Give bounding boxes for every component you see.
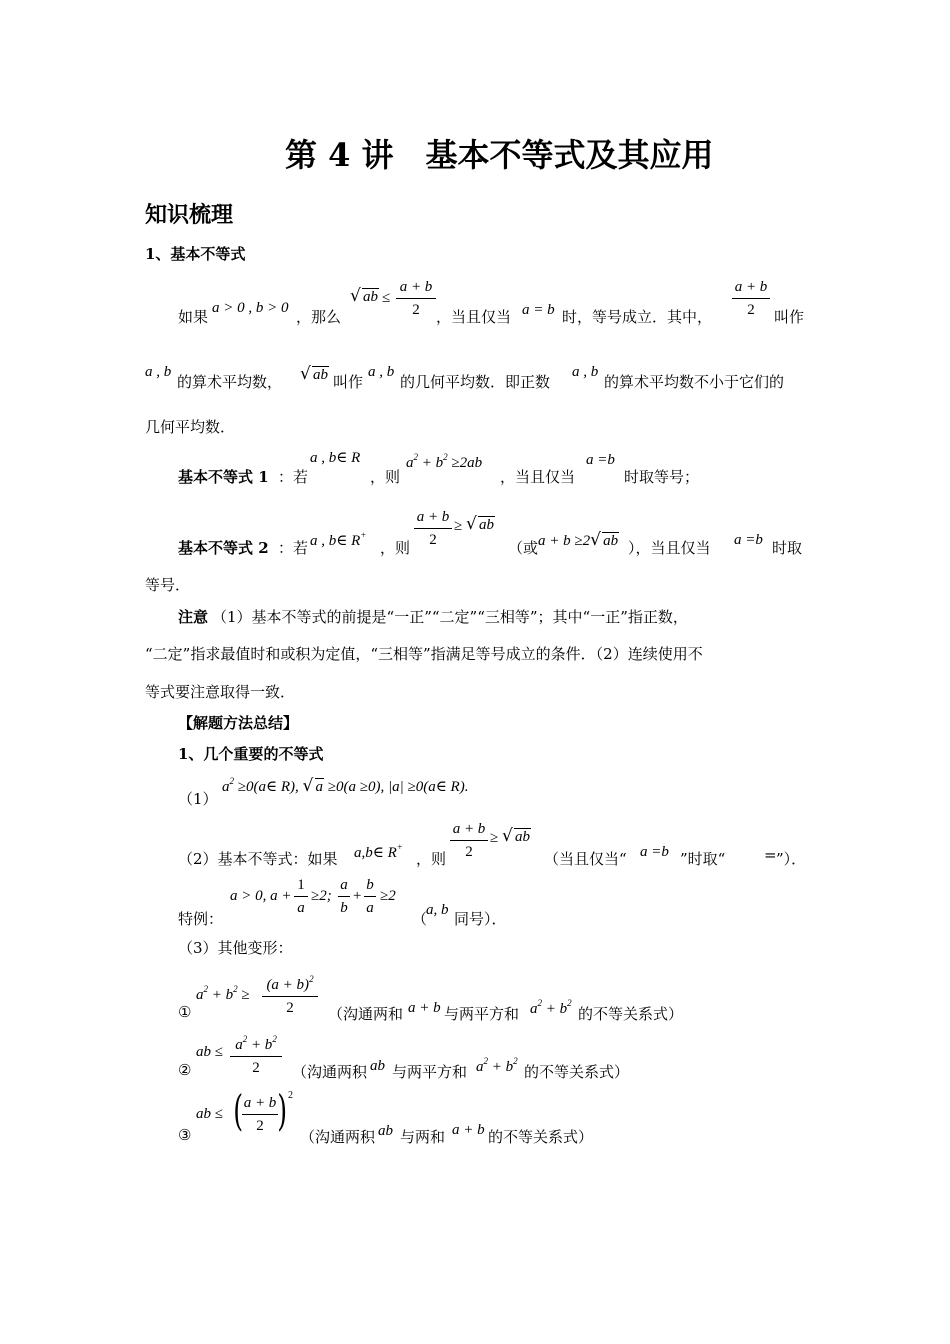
fraction-a-over-b: a b	[338, 876, 350, 917]
text: 叫作	[333, 373, 364, 391]
fraction-b-over-a: b a	[364, 876, 376, 917]
math-sum: a + b	[408, 1000, 441, 1016]
note-line: “二定”指求最值时和或积为定值，“三相等”指满足等号成立的条件．（2）连续使用不	[145, 645, 703, 663]
left-paren: (	[233, 1086, 244, 1135]
text: 如果	[178, 308, 209, 326]
text: 的几何平均数．即正数	[400, 373, 551, 391]
note-label: 注意	[178, 608, 209, 626]
math-ab: a , b	[145, 364, 172, 380]
math-product: ab	[370, 1058, 385, 1074]
label: 特例：	[178, 910, 224, 928]
section-heading: 知识梳理	[145, 202, 234, 228]
math-square-sum: $a^2 + b^2$	[476, 1056, 518, 1075]
text: 时取等号；	[624, 468, 700, 486]
text: ，当且仅当	[436, 308, 512, 326]
formula-lhs: $a^2 + b^2$ ≥	[196, 984, 250, 1003]
text: 的算术平均数，	[177, 373, 283, 391]
math-equality: a =b	[586, 452, 615, 468]
le-sign: ≤	[382, 290, 391, 306]
math-equality: a =b	[640, 844, 669, 860]
math-ab: a , b	[572, 364, 599, 380]
text: （当且仅当“	[544, 850, 627, 868]
methods-subheading: 1、几个重要的不等式	[178, 745, 324, 763]
math-condition: a , b∈ R+	[310, 530, 367, 549]
math-alt-form: a + b ≥2 √ ab	[538, 530, 619, 550]
formula-part: +	[352, 888, 363, 904]
text: （沟通两积	[300, 1128, 376, 1146]
formula-a2-b2: $a^2 + b^2 \ge 2ab$	[406, 452, 483, 471]
math-condition: a,b∈ R+	[354, 842, 403, 861]
text: 叫作	[774, 308, 805, 326]
mark: ①	[178, 1003, 192, 1021]
fraction-square-sum: $a^2 + b^2$ 2	[230, 1030, 282, 1077]
fraction-arith-mean-2: a + b 2	[732, 278, 770, 319]
sqrt-ab: √ ab	[466, 514, 494, 534]
sqrt-ab: √ ab	[300, 364, 328, 384]
math-product: ab	[378, 1123, 393, 1139]
text: （沟通两和	[328, 1005, 404, 1023]
mark: ③	[178, 1126, 192, 1144]
right-paren: )	[277, 1086, 288, 1135]
mark: ②	[178, 1061, 192, 1079]
text: ：若	[278, 539, 309, 557]
fraction-square-sum: $(a + b)^2$ 2	[262, 970, 318, 1017]
formula: $a^2$ ≥0(a∈ R), √ a ≥0(a ≥0), |a| ≥0(a∈ R).	[222, 776, 469, 796]
text: 的不等关系式）	[524, 1063, 630, 1081]
text: 时，等号成立．其中，	[562, 308, 713, 326]
text: ，则	[416, 850, 447, 868]
text: 等号．	[145, 576, 191, 594]
math-condition: a > 0 , b > 0	[212, 300, 289, 316]
text: ），当且仅当	[628, 539, 711, 557]
text: 与两和	[400, 1128, 446, 1146]
fraction-arith-mean: a + b 2	[243, 1095, 277, 1134]
text: （	[412, 910, 428, 928]
formula-part: ≥2;	[311, 888, 332, 904]
text: 与两平方和	[444, 1005, 520, 1023]
note-line: （1）基本不等式的前提是“一正”“二定”“三相等”；其中“一正”指正数，	[212, 608, 688, 626]
label: （2）基本不等式：如果	[178, 850, 338, 868]
label: 基本不等式 2	[178, 539, 269, 557]
math-equality: a = b	[522, 302, 555, 318]
text: （或	[508, 539, 539, 557]
fraction-arith-mean: a + b 2	[450, 820, 488, 861]
label: （1）	[178, 790, 218, 808]
math-ab: a, b	[426, 902, 449, 918]
label: 基本不等式 1	[178, 468, 269, 486]
math-equality: a =b	[734, 532, 763, 548]
text: ：若	[278, 468, 309, 486]
text: 与两平方和	[392, 1063, 468, 1081]
method-3: （3）其他变形：	[178, 939, 293, 957]
sqrt-ab: √ ab	[350, 286, 378, 306]
subheading-basic-inequality: 1、基本不等式	[145, 245, 246, 263]
formula-lhs: ab ≤	[196, 1106, 223, 1122]
math-square-sum: $a^2 + b^2$	[530, 998, 572, 1017]
fraction-arith-mean: a + b 2	[414, 508, 452, 549]
math-sum: a + b	[452, 1122, 485, 1138]
equals-symbol: =	[764, 846, 777, 864]
methods-heading: 【解题方法总结】	[178, 714, 299, 732]
text: 的不等关系式）	[578, 1005, 684, 1023]
exponent: 2	[288, 1090, 293, 1101]
text: ，当且仅当	[500, 468, 576, 486]
math-condition: a , b∈ R	[310, 450, 361, 466]
text: ”）．	[776, 850, 807, 868]
text: 同号）．	[454, 910, 507, 928]
formula-part: a > 0, a +	[230, 888, 292, 904]
text: （沟通两积	[292, 1063, 368, 1081]
text: ，那么	[296, 308, 342, 326]
text: 时取	[772, 539, 803, 557]
formula-part: ≥2	[380, 888, 396, 904]
ge-sign: ≥	[490, 830, 499, 846]
formula-lhs: ab ≤	[196, 1044, 223, 1060]
fraction-1-over-a: 1 a	[294, 876, 308, 917]
text: ”时取“	[680, 850, 726, 868]
paragraph-means-end: 几何平均数．	[145, 418, 236, 436]
page-title: 第 4 讲 基本不等式及其应用	[285, 136, 714, 174]
fraction-arith-mean: a + b 2	[396, 278, 436, 319]
text: ，则	[380, 539, 411, 557]
ge-sign: ≥	[454, 518, 463, 534]
text: 的不等关系式）	[488, 1128, 594, 1146]
note-line: 等式要注意取得一致．	[145, 683, 296, 701]
math-ab: a , b	[368, 364, 395, 380]
text: 的算术平均数不小于它们的	[604, 373, 785, 391]
sqrt-ab: √ ab	[502, 826, 530, 846]
text: ，则	[370, 468, 401, 486]
